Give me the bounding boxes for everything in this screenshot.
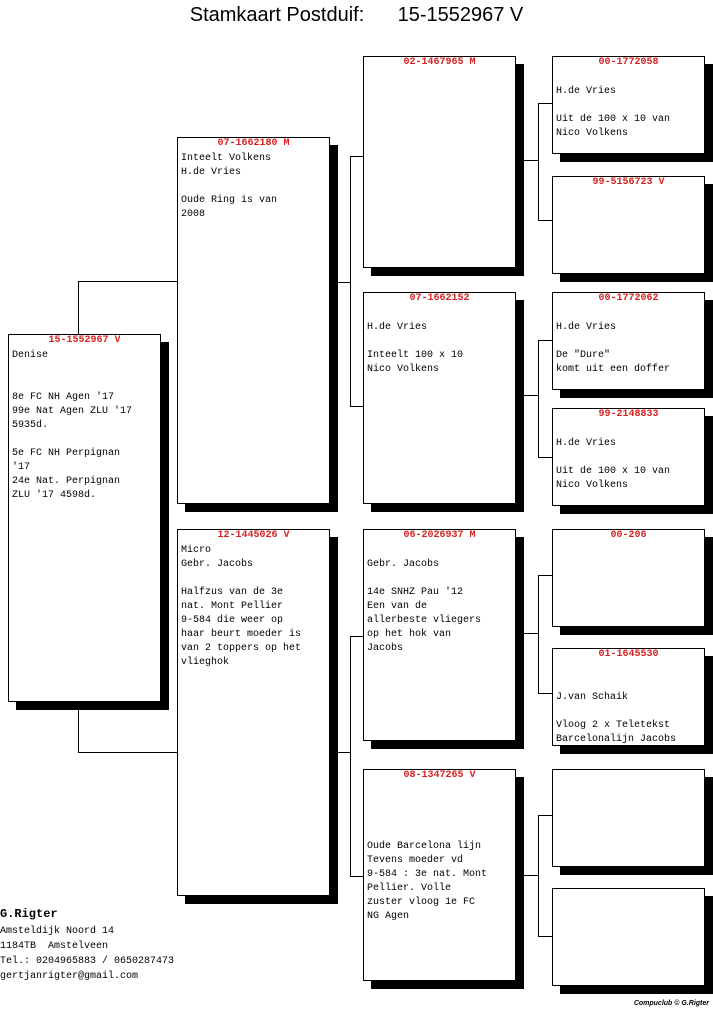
pigeon-notes — [553, 542, 704, 544]
ring-number: 99-2148833 — [598, 409, 659, 420]
ring-number: 08-1347265 V — [403, 770, 476, 781]
connector — [330, 282, 350, 283]
connector — [516, 160, 538, 161]
ring-number: 00-1772062 — [598, 293, 659, 304]
ring-number: 07-1662180 M — [217, 138, 290, 149]
connector — [330, 752, 350, 753]
connector — [78, 281, 79, 335]
pigeon-notes — [364, 69, 515, 71]
pigeon-card-fmm — [552, 408, 705, 506]
connector — [350, 156, 351, 406]
connector — [538, 575, 539, 693]
ring-number: 07-1662152 — [409, 293, 470, 304]
connector — [516, 875, 538, 876]
connector — [516, 395, 538, 396]
pigeon-card-fmf — [552, 292, 705, 390]
connector — [538, 340, 552, 341]
owner-info — [0, 906, 174, 984]
connector — [516, 633, 538, 634]
pigeon-notes: Micro Gebr. Jacobs Halfzus van de 3e nat. Mont Pellier 9-584 die weer op haar beurt moeder is van 2 toppers op het vlieghok — [181, 545, 302, 668]
pigeon-card-ffm — [552, 176, 705, 274]
connector — [538, 103, 539, 220]
ring-number: 01-1645530 — [598, 649, 659, 660]
pigeon-card-ff — [363, 56, 516, 268]
pigeon-card-root — [8, 334, 161, 702]
pigeon-notes: H.de Vries De "Dure" komt uit een doffer — [556, 322, 671, 375]
page-title: Stamkaart Postduif: 15-1552967 V — [189, 4, 524, 26]
pigeon-notes — [553, 889, 704, 891]
pigeon-notes: H.de Vries Inteelt 100 x 10 Nico Volkens — [367, 322, 464, 375]
ring-number: 06-2026937 M — [403, 530, 476, 541]
pigeon-card-mmf — [552, 769, 705, 867]
owner-email: gertjanrigter@gmail.com — [0, 971, 139, 982]
pigeon-card-father — [177, 137, 330, 504]
pigeon-notes: Oude Barcelona lijn Tevens moeder vd 9-584 : 3e nat. Mont Pellier. Volle zuster vloog 1e FC NG Agen — [367, 841, 488, 922]
pigeon-notes: H.de Vries Uit de 100 x 10 van Nico Volkens — [556, 438, 671, 491]
connector — [538, 936, 552, 937]
pigeon-notes — [553, 770, 704, 772]
pigeon-card-mf — [363, 529, 516, 741]
pigeon-notes: Inteelt Volkens H.de Vries Oude Ring is van 2008 — [181, 153, 278, 220]
connector — [538, 693, 552, 694]
connector — [538, 815, 552, 816]
connector — [538, 220, 552, 221]
connector — [350, 636, 351, 876]
owner-phone: Tel.: 0204965883 / 0650287473 — [0, 956, 175, 967]
connector — [78, 702, 79, 752]
owner-name: G.Rigter — [0, 907, 58, 921]
owner-address: Amsteldijk Noord 14 — [0, 926, 115, 937]
copyright-text: Compuclub © G.Rigter — [633, 1000, 709, 1007]
ring-number: 12-1445026 V — [217, 530, 290, 541]
pigeon-card-fff — [552, 56, 705, 154]
ring-number: 99-5156723 V — [592, 177, 665, 188]
pigeon-card-mm — [363, 769, 516, 981]
connector — [350, 156, 363, 157]
connector — [350, 876, 363, 877]
pigeon-notes: H.de Vries Uit de 100 x 10 van Nico Volkens — [556, 86, 671, 139]
pigeon-card-mff — [552, 529, 705, 627]
pigeon-notes: J.van Schaik Vloog 2 x Teletekst Barcelonalijn Jacobs — [556, 692, 677, 745]
ring-number: 00-206 — [610, 530, 647, 541]
connector — [538, 340, 539, 457]
connector — [350, 406, 363, 407]
ring-number: 00-1772058 — [598, 57, 659, 68]
connector — [78, 281, 178, 282]
connector — [538, 103, 552, 104]
connector — [538, 457, 552, 458]
ring-number: 15-1552967 V — [48, 335, 121, 346]
pigeon-notes — [553, 189, 704, 191]
connector — [538, 815, 539, 936]
pigeon-notes: Denise 8e FC NH Agen '17 99e Nat Agen ZLU '17 5935d. 5e FC NH Perpignan '17 24e Nat. Perpignan ZLU '17 4598d. — [12, 350, 133, 501]
pigeon-card-mother — [177, 529, 330, 896]
connector — [538, 575, 552, 576]
owner-city: 1184TB Amstelveen — [0, 941, 109, 952]
connector — [78, 752, 178, 753]
pigeon-card-mfm — [552, 648, 705, 746]
ring-number: 02-1467965 M — [403, 57, 476, 68]
pigeon-card-fm — [363, 292, 516, 504]
pigeon-card-mmm — [552, 888, 705, 986]
connector — [350, 636, 363, 637]
pigeon-notes: Gebr. Jacobs 14e SNHZ Pau '12 Een van de allerbeste vliegers op het hok van Jacobs — [367, 559, 482, 654]
